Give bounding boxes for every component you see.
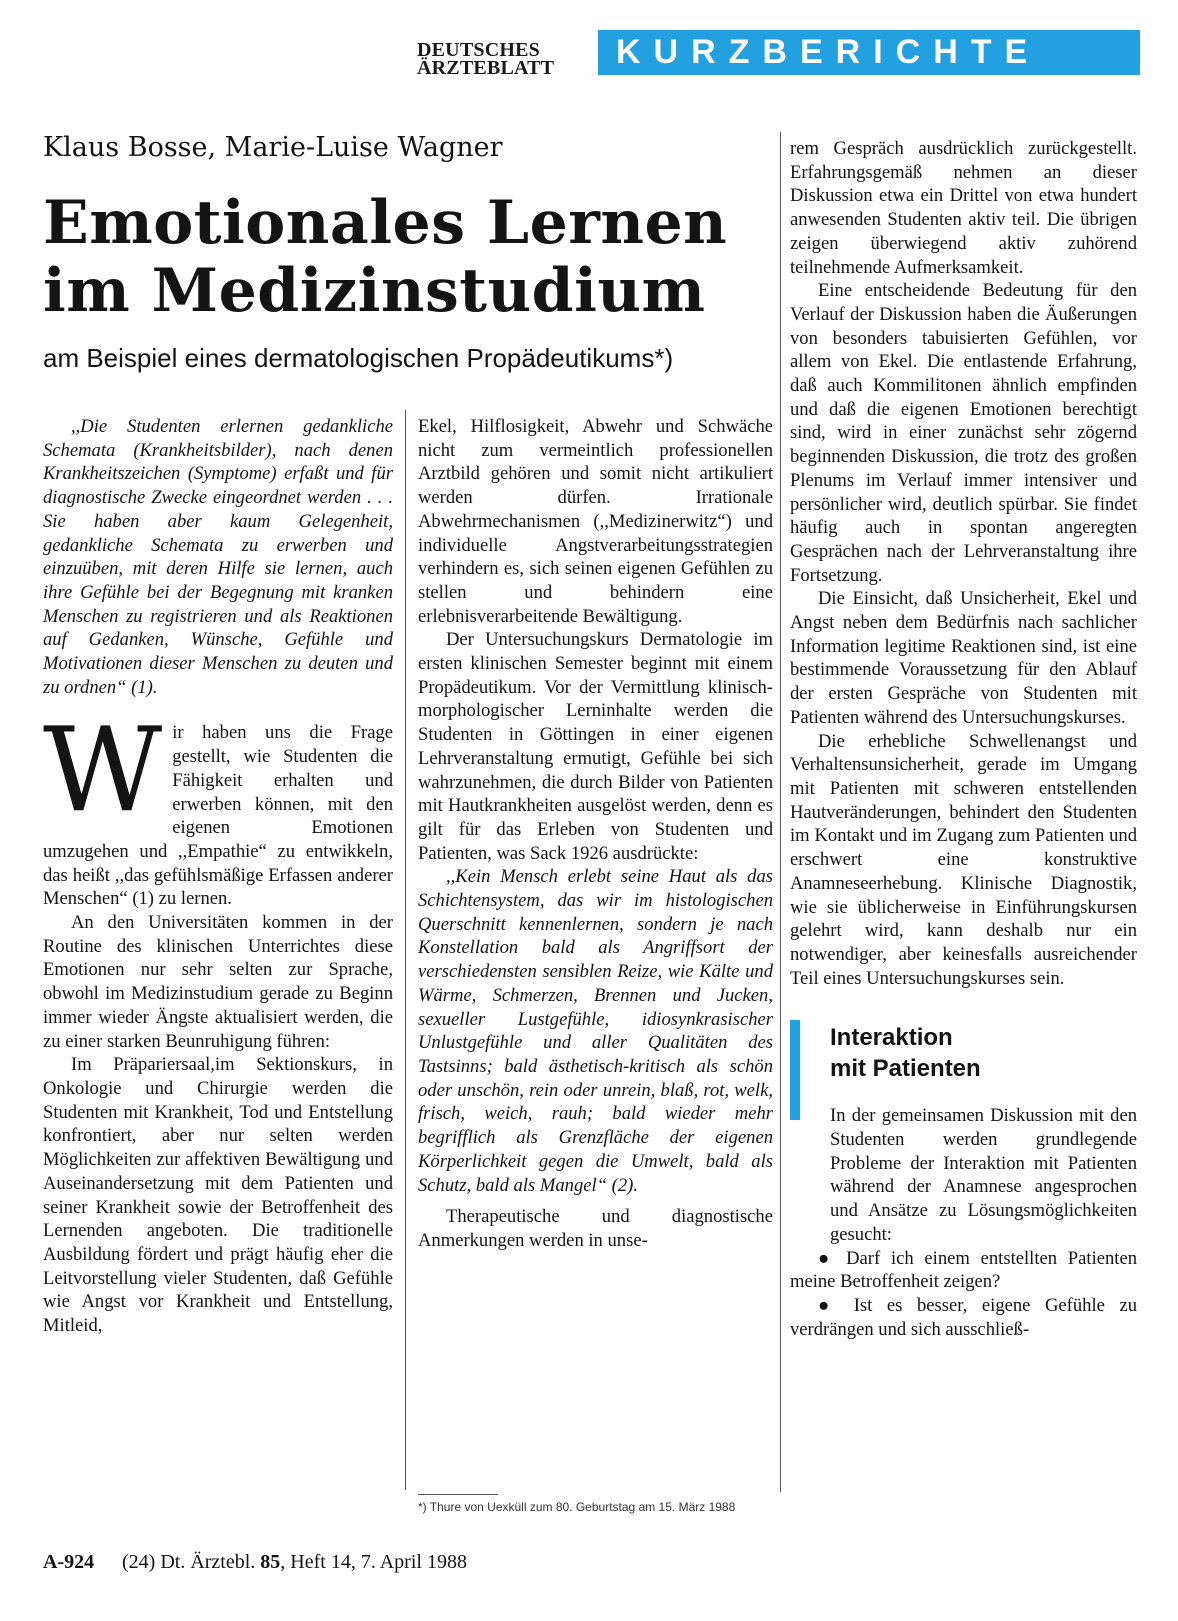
body-paragraph: Die Einsicht, daß Unsicherheit, Ekel und Angst neben dem Bedürfnis nach sachlicher Information legitime Reaktionen sind, ist eine bestimmende Voraussetzung für den Ablauf der ersten Gespräche von Studenten mit Patienten während des Untersuchungskurses. xyxy=(790,588,1137,728)
section-heading xyxy=(790,1020,1137,1104)
title-line-2: im Medizinstudium xyxy=(43,256,706,326)
citation-suffix: , Heft 14, 7. April 1988 xyxy=(280,1551,467,1573)
article-title xyxy=(43,189,727,325)
bullet-item xyxy=(790,1294,1137,1341)
journal-logo xyxy=(417,39,593,79)
bullet-icon: ● xyxy=(818,1294,840,1316)
bullet-item xyxy=(790,1247,1137,1294)
section-title-line-2: mit Patienten xyxy=(830,1055,981,1083)
journal-citation xyxy=(122,1551,467,1574)
drop-cap: W xyxy=(43,703,163,839)
volume-number: 85 xyxy=(260,1551,281,1573)
body-paragraph: rem Gespräch ausdrücklich zurückgestellt. Erfahrungsgemäß nehmen an dieser Diskussion etwa ein Drittel von etwa hundert anwesenden Studenten aktiv teil. Die übrigen zeigen überwiegend aktiv zuhörend teilnehmende Aufmerksamkeit. xyxy=(790,138,1137,278)
logo-line-1: DEUTSCHES xyxy=(417,39,540,61)
body-paragraph: An den Universitäten kommen in der Routine des klinischen Unterrichtes diese Emotionen nur sehr selten zur Sprache, obwohl im Medizinstudium gerade zu Beginn immer wieder Ängste aktualisiert werden, die zu einer starken Beunruhigung führen: xyxy=(43,912,393,1052)
epigraph: ,,Die Studenten erlernen gedankliche Schemata (Krankheitsbilder), nach denen Krankheitszeichen (Symptome) erfaßt und für diagnostische Zwecke eingeordnet werden . . . Sie haben aber kaum Gelegenheit, gedankliche Schemata zu erwerben und einzuüben, mit deren Hilfe sie lernen, auch ihre Gefühle bei der Begegnung mit kranken Menschen zu registrieren und als Reaktionen auf Gedanken, Wünsche, Gefühle und Motivationen dieser Menschen zu deuten und zu ordnen“ (1). xyxy=(43,416,393,698)
body-paragraph: Die erhebliche Schwellenangst und Verhaltensunsicherheit, gerade im Umgang mit Patienten mit schweren entstellenden Hautveränderungen, behindert den Studenten im Kontakt und im Zugang zum Patienten und erschwert eine konstruktive Anamneseerhebung. Klinische Diagnostik, wie sie üblicherweise in Einführungskursen gelehrt wird, kann deshalb nur ein notwendiger, aber keinesfalls ausreichender Teil eines Untersuchungskurses sein. xyxy=(790,730,1137,989)
intro-text: ir haben uns die Frage gestellt, wie Studenten die Fähigkeit erhalten und erwerben können, mit den eigenen Emotionen umzugehen und ,,Empathie“ zu entwikkeln, das heißt ,,das gefühlsmäßige Erfassen anderer Menschen“ (1) zu lernen. xyxy=(43,722,393,910)
body-paragraph: Eine entscheidende Bedeutung für den Verlauf der Diskussion haben die Äußerungen von besonders tabuisierten Gefühlen, vor allem von Ekel. Die entlastende Erfahrung, daß auch Kommilitonen ähnlich empfinden und daß die eigenen Emotionen berechtigt sind, wird in einer zunächst sehr zögernd beginnenden Diskussion, die trotz des großen Plenums im Verlauf immer intensiver und persönlicher wird, deutlich spürbar. Sie findet häufig auch in spontan angeregten Gesprächen nach der Lehrveranstaltung ihre Fortsetzung. xyxy=(790,280,1137,586)
citation-prefix: (24) Dt. Ärztebl. xyxy=(122,1551,256,1573)
footnote: *) Thure von Uexküll zum 80. Geburtstag am 15. März 1988 xyxy=(418,1500,736,1514)
logo-line-2: ÄRZTEBLATT xyxy=(417,57,555,79)
bullet-text: Ist es besser, eigene Gefühle zu verdrängen und sich ausschließ- xyxy=(790,1294,1137,1340)
column-rule-right xyxy=(780,132,781,1492)
section-banner: KURZBERICHTE xyxy=(598,30,1140,75)
intro-paragraph xyxy=(43,703,393,911)
section-title-line-1: Interaktion xyxy=(830,1024,953,1052)
column-rule-left xyxy=(405,410,406,1490)
body-paragraph: In der gemeinsamen Diskussion mit den Studenten werden grundlegende Probleme der Interaktion mit Patienten während der Anamnese angesprochen und Ansätze zu Lösungsmöglichkeiten gesucht: xyxy=(830,1105,1137,1245)
section-title xyxy=(830,1022,981,1084)
article-authors: Klaus Bosse, Marie-Luise Wagner xyxy=(43,132,503,163)
body-paragraph: Ekel, Hilflosigkeit, Abwehr und Schwäche nicht zum vermeintlich professionellen Arztbild gehören und somit nicht artikuliert werden dürfen. Irrationale Abwehrmechanismen (,,Medizinerwitz“) und individuelle Angstverarbeitungsstrategien verhindern es, sich seinen eigenen Gefühlen zu stellen und behindern eine erlebnisverarbeitende Bewältigung. xyxy=(418,416,773,627)
body-paragraph: Therapeutische und diagnostische Anmerkungen werden in unse- xyxy=(418,1206,773,1251)
column-3 xyxy=(790,137,1137,1341)
article-subtitle: am Beispiel eines dermatologischen Propädeutikums*) xyxy=(43,343,674,373)
quotation: ,,Kein Mensch erlebt seine Haut als das Schichtensystem, das wir im histologischen Querschnitt kennenlernen, sondern je nach Konstellation bald als Angriffsort der verschiedensten sensiblen Reize, wie Kälte und Wärme, Schmerzen, Brennen und Jucken, sexueller Lustgefühle, idiosynkrasischer Unlustgefühle und aller Qualitäten des Tastsinns; bald ästhetisch-kritisch als schön oder unschön, rein oder unrein, blaß, rot, welk, frisch, weich, rauh; bald wieder mehr begrifflich als Grenzfläche der eigenen Körperlichkeit gegen die Umwelt, bald als Schutz, bald als Mangel“ (2). xyxy=(418,866,773,1196)
body-paragraph: Im Präpariersaal,im Sektionskurs, in Onkologie und Chirurgie werden die Studenten mit Krankheit, Tod und Entstellung konfrontiert, aber nur selten werden Möglichkeiten zur affektiven Bewältigung und Auseinandersetzung mit dem Patienten und seiner Krankheit sowie der Betroffenheit des Lernenden angeboten. Die traditionelle Ausbildung fördert und prägt häufig eher die Leitvorstellung vieler Studenten, daß Gefühle wie Angst vor Krankheit und Entstellung, Mitleid, xyxy=(43,1054,393,1337)
title-line-1: Emotionales Lernen xyxy=(43,188,728,258)
page-number: A-924 xyxy=(43,1551,95,1573)
column-1 xyxy=(43,415,393,1338)
column-2 xyxy=(418,415,773,1253)
body-paragraph: Der Untersuchungskurs Dermatologie im ersten klinischen Semester beginnt mit einem Propädeutikum. Vor der Vermittlung klinisch-morphologischer Lerninhalte werden die Studenten in Göttingen in einer eigenen Lehrveranstaltung ermutigt, Gefühle bei sich wahrzunehmen, die durch Bilder von Patienten mit Hautkrankheiten ausgelöst werden, denn es gilt für das Erleben von Studenten und Patienten, was Sack 1926 ausdrückte: xyxy=(418,629,773,864)
bullet-icon: ● xyxy=(818,1247,836,1269)
footnote-rule xyxy=(418,1494,498,1495)
bullet-text: Darf ich einem entstellten Patienten meine Betroffenheit zeigen? xyxy=(790,1247,1137,1293)
section-marker-bar xyxy=(790,1020,800,1120)
